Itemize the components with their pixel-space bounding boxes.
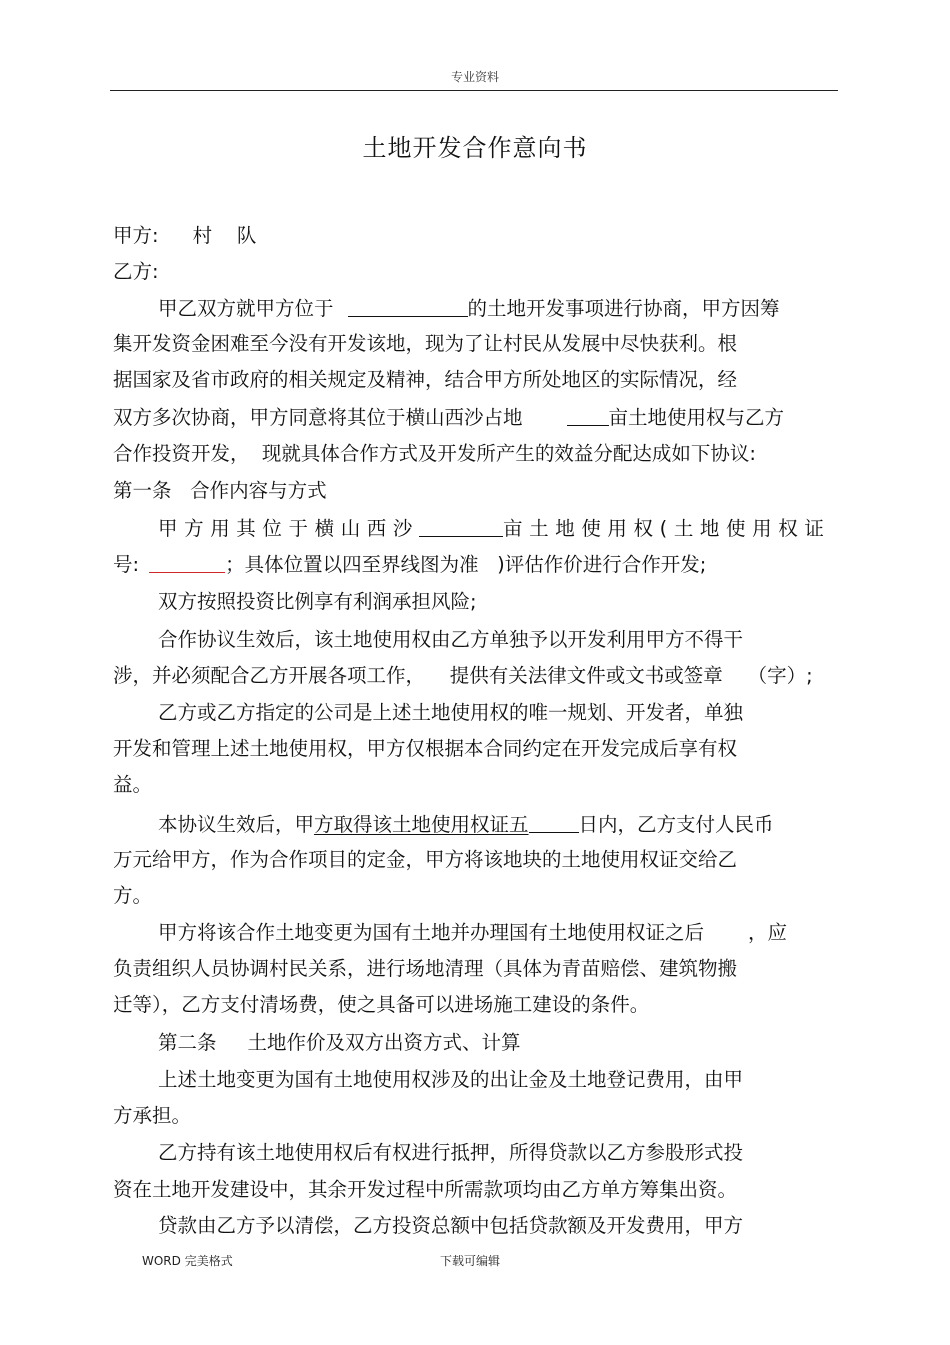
clause-text: ；具体位置以四至界线图为准 )评估作价进行合作开发;: [225, 553, 707, 576]
a1-p6-line-3: 迁等），乙方支付清场费，使之具备可以进场施工建设的条件。: [113, 993, 650, 1016]
a1-p3-line-1: 合作协议生效后，该土地使用权由乙方单独予以开发利用甲方不得干: [158, 628, 744, 651]
a2-p2-line-1: 乙方持有该土地使用权后有权进行抵押，所得贷款以乙方参股形式投: [158, 1141, 744, 1164]
intro-text: 亩土地使用权与乙方: [608, 406, 785, 429]
header-rule: [110, 90, 838, 91]
a1-p4-line-2: 开发和管理上述土地使用权，甲方仅根据本合同约定在开发完成后享有权: [113, 737, 738, 760]
article-1-heading: 第一条 合作内容与方式: [113, 479, 327, 502]
footer-center: 下载可编辑: [440, 1254, 501, 1268]
a1-p3-line-2: 涉，并必须配合乙方开展各项工作， 提供有关法律文件或文书或签章 （字）;: [113, 664, 813, 687]
clause-text: 号:: [113, 553, 140, 576]
clause-text: 甲方用其位于横山西沙: [158, 517, 420, 540]
intro-line-5: 合作投资开发， 现就具体合作方式及开发所产生的效益分配达成如下协议:: [113, 442, 756, 465]
clause-text: 日内，乙方支付人民币: [578, 813, 774, 836]
a1-p4-line-3: 益。: [113, 773, 153, 796]
party-b-label: 乙方:: [113, 260, 159, 283]
a2-p3-line-1: 贷款由乙方予以清偿，乙方投资总额中包括贷款额及开发费用，甲方: [158, 1214, 744, 1237]
clause-text: 甲方将该合作土地变更为国有土地并办理国有土地使用权证之后: [158, 921, 705, 944]
intro-line-4: [113, 407, 784, 428]
area-blank: [567, 407, 609, 426]
page-header: 专业资料: [450, 70, 499, 84]
intro-line-2: 集开发资金困难至今没有开发该地，现为了让村民从发展中尽快获利。根: [113, 332, 738, 355]
a1-p5-line-2: 万元给甲方，作为合作项目的定金，甲方将该地块的土地使用权证交给乙: [113, 848, 738, 871]
intro-text: 甲乙双方就甲方位于: [158, 297, 334, 320]
a1-p4-line-1: 乙方或乙方指定的公司是上述土地使用权的唯一规划、开发者，单独: [158, 701, 744, 724]
clause-text: 亩土地使用权(土地使用权证: [503, 517, 831, 540]
underlined-clause-text: 方取得该土地使用权证五: [314, 813, 529, 836]
a1-p2: 双方按照投资比例享有利润承担风险;: [158, 590, 477, 613]
a1-p6-line-1: [158, 923, 787, 943]
intro-line-3: 据国家及省市政府的相关规定及精神，结合甲方所处地区的实际情况，经: [113, 368, 738, 391]
intro-text: 的土地开发事项进行协商，甲方因筹: [467, 297, 780, 320]
a1-p5-line-1: [158, 814, 774, 835]
clause-text: ，应: [748, 921, 788, 944]
party-a-label: 甲方:: [113, 224, 159, 247]
area-blank: [419, 518, 503, 537]
a1-p5-line-3: 方。: [113, 884, 153, 907]
party-a-line: [113, 226, 256, 246]
intro-text: 双方多次协商，甲方同意将其位于横山西沙占地: [113, 406, 523, 429]
intro-line-1: [158, 298, 780, 319]
days-blank: [529, 814, 579, 833]
a1-p1-line-2: [113, 554, 706, 575]
location-blank: [348, 298, 468, 317]
document-title: 土地开发合作意向书: [362, 134, 588, 162]
a2-p2-line-2: 资在土地开发建设中，其余开发过程中所需款项均由乙方单方筹集出资。: [113, 1178, 738, 1201]
a2-p1-line-2: 方承担。: [113, 1104, 192, 1127]
clause-text: 本协议生效后，甲: [158, 813, 315, 836]
a1-p6-line-2: 负责组织人员协调村民关系，进行场地清理（具体为青苗赔偿、建筑物搬: [113, 957, 738, 980]
footer-left: WORD 完美格式: [142, 1254, 233, 1268]
a1-p1-line-1: [158, 518, 830, 539]
party-a-value: 村 队: [192, 224, 257, 247]
article-2-heading: 第二条 土地作价及双方出资方式、计算: [158, 1031, 521, 1054]
certificate-number-blank: [149, 554, 225, 573]
a2-p1-line-1: 上述土地变更为国有土地使用权涉及的出让金及土地登记费用，由甲: [158, 1068, 744, 1091]
